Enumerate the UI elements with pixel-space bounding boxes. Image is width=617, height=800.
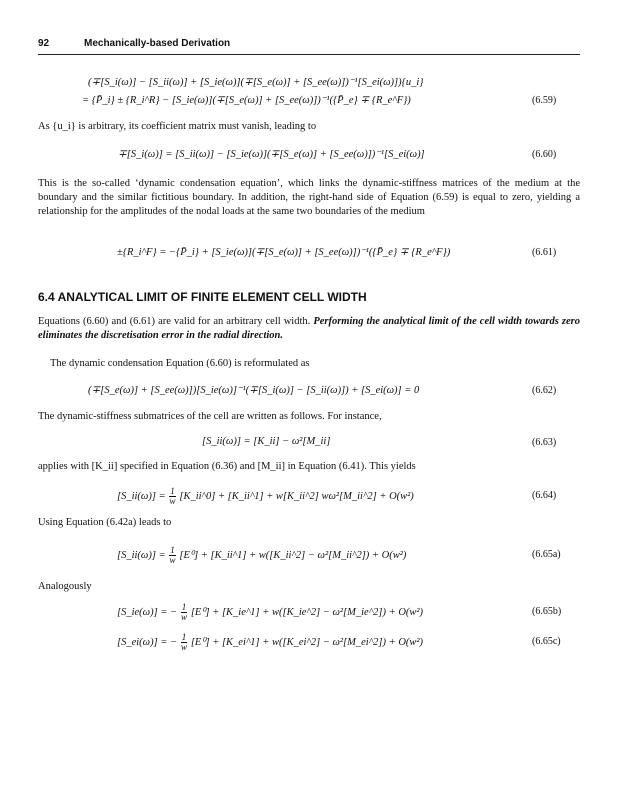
equation-number-6-64: (6.64) [532,490,557,501]
page-number: 92 [38,38,50,49]
fraction-numerator: 1 [170,545,175,555]
fraction-denominator: w [169,496,176,506]
equation-number-6-61: (6.61) [532,247,557,258]
running-title: Mechanically-based Derivation [84,38,231,49]
fraction-denominator: w [169,555,176,565]
paragraph-submatrices: The dynamic-stiffness submatrices of the cell are written as follows. For instance, [38,411,382,422]
fraction-numerator: 1 [170,486,175,496]
equation-6-61: ±{R_i^F} = −{P̄_i} + [S_ie(ω)](∓[S_e(ω)] + [S_ee(ω)])⁻¹({P̄_e} ∓ {R_e^F}) [117,247,451,258]
section-heading: 6.4 ANALYTICAL LIMIT OF FINITE ELEMENT CELL WIDTH [38,290,367,304]
fraction-denominator: w [180,642,187,652]
equation-6-65c [117,633,423,652]
fraction-numerator: 1 [181,602,187,612]
fraction-numerator: 1 [181,632,187,642]
paragraph-applies-with: applies with [K_ii] specified in Equation (6.36) and [M_ii] in Equation (6.41). This yields [38,461,416,472]
paragraph-analytical-limit-plain: Equations (6.60) and (6.61) are valid for an arbitrary cell width. [38,316,314,327]
equation-6-65a-rhs: [E⁰] + [K_ii^1] + w([K_ii^2] − ω²[M_ii^2]) + O(w²) [179,549,407,561]
equation-6-65a [117,546,406,565]
equation-6-62: (∓[S_e(ω)] + [S_ee(ω)])[S_ie(ω)]⁻¹(∓[S_i(ω)] − [S_ii(ω)]) + [S_ei(ω)] = 0 [88,385,420,396]
equation-number-6-65b: (6.65b) [532,606,562,617]
equation-6-65b-fraction [181,603,188,622]
equation-6-63: [S_ii(ω)] = [K_ii] − ω²[M_ii] [202,436,331,447]
paragraph-analytical-limit-emphasis: Performing the analytical limit of the cell width towards zero eliminates the discretisation error in the radial direction. [38,316,580,342]
equation-6-65c-fraction [181,633,188,652]
equation-number-6-65a: (6.65a) [532,549,561,560]
equation-6-65b-lhs: [S_ie(ω)] = − [117,606,178,618]
equation-6-65b-rhs: [E⁰] + [K_ie^1] + w([K_ie^2] − ω²[M_ie^2]) + O(w²) [190,606,424,618]
equation-6-65a-fraction [169,546,176,565]
equation-number-6-60: (6.60) [532,149,557,160]
equation-6-64-rhs: [K_ii^0] + [K_ii^1] + w[K_ii^2] wω²[M_ii^2] + O(w²) [179,490,414,502]
paragraph-reformulated: The dynamic condensation Equation (6.60) is reformulated as [50,358,310,369]
page-header [38,36,580,55]
equation-6-65c-lhs: [S_ei(ω)] = − [117,636,178,648]
equation-number-6-62: (6.62) [532,385,557,396]
paragraph-arbitrary: As {u_i} is arbitrary, its coefficient matrix must vanish, leading to [38,121,317,132]
paragraph-analytical-limit [38,315,580,343]
equation-6-64-lhs: [S_ii(ω)] = [117,490,166,502]
equation-6-59-line1: (∓[S_i(ω)] − [S_ii(ω)] + [S_ie(ω)](∓[S_e(ω)] + [S_ee(ω)])⁻¹[S_ei(ω)]){u_i} [88,77,424,88]
equation-number-6-65c: (6.65c) [532,636,561,647]
fraction-denominator: w [180,612,187,622]
equation-6-64-fraction [169,487,176,506]
equation-6-65c-rhs: [E⁰] + [K_ei^1] + w([K_ei^2] − ω²[M_ei^2]) + O(w²) [190,636,424,648]
equation-6-65a-lhs: [S_ii(ω)] = [117,549,166,561]
equation-6-59-line2: = {P̄_i} ± {R_i^R} − [S_ie(ω)](∓[S_e(ω)] + [S_ee(ω)])⁻¹({P̄_e} ∓ {R_e^F}) [82,95,411,106]
paragraph-dynamic-condensation: This is the so-called ‘dynamic condensation equation’, which links the dynamic-stiffness matrices of the medium at the boundary and the similar fictitious boundary. In addition, the right-hand side of Equation (6.59) is equal to zero, yielding a relationship for the amplitudes of the nodal loads at the same two boundaries of the medium [38,178,580,218]
equation-6-60: ∓[S_i(ω)] = [S_ii(ω)] − [S_ie(ω)](∓[S_e(ω)] + [S_ee(ω)])⁻¹[S_ei(ω)] [118,149,425,160]
paragraph-using-equation: Using Equation (6.42a) leads to [38,517,172,528]
paragraph-analogously: Analogously [38,581,92,592]
equation-number-6-63: (6.63) [532,437,557,448]
equation-6-64 [117,487,414,506]
equation-6-65b [117,603,423,622]
equation-number-6-59: (6.59) [532,95,557,106]
